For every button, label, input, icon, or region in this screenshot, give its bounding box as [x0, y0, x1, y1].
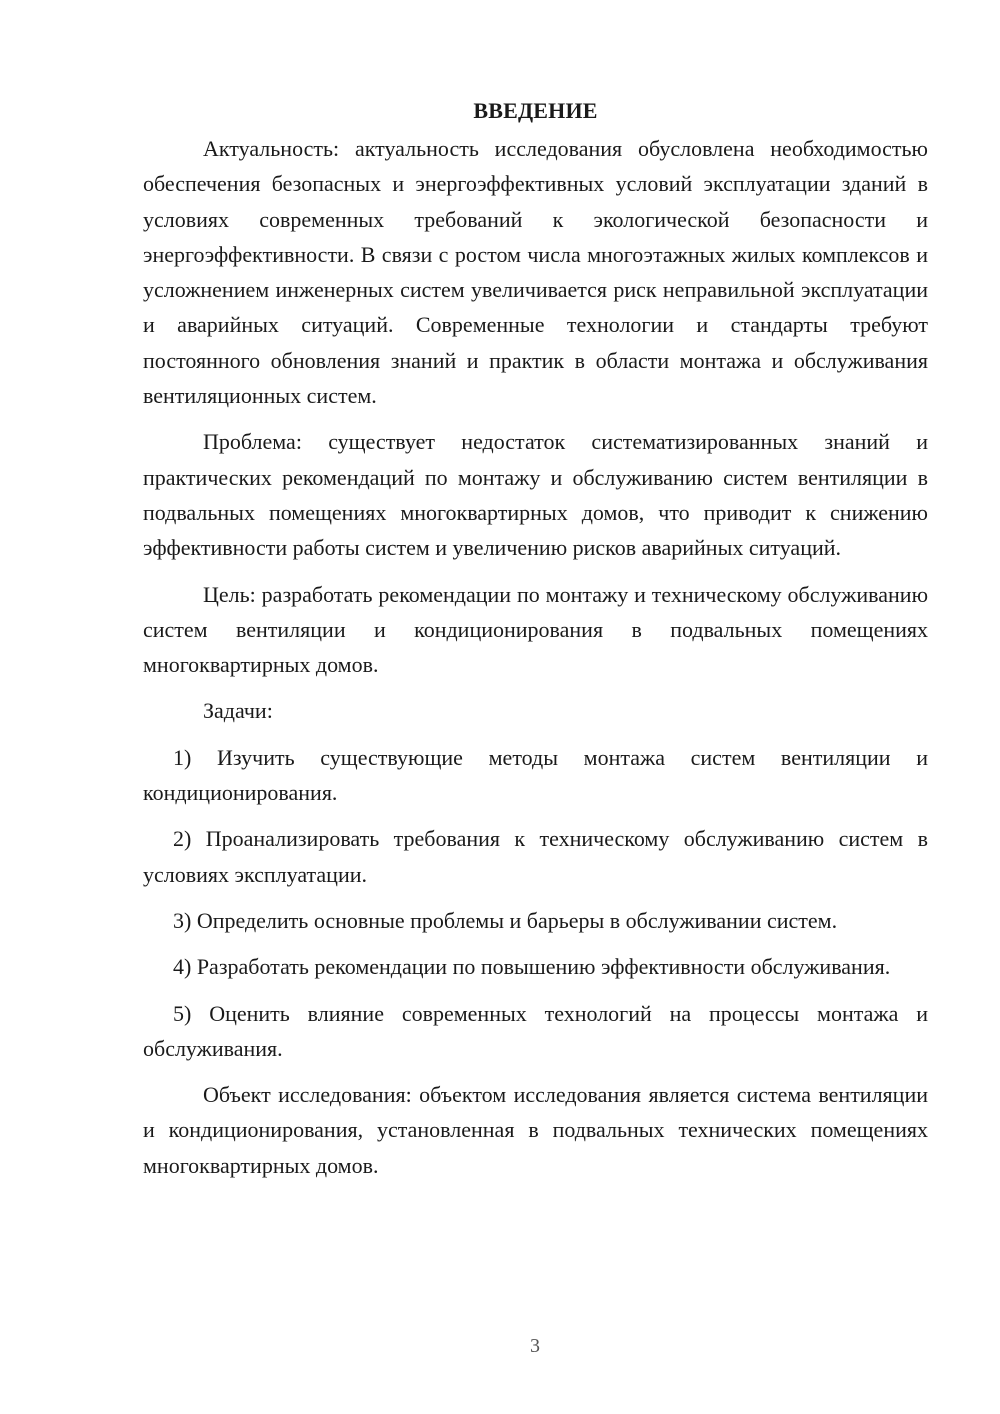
tasks-list	[143, 740, 928, 1066]
tasks-label: Задачи:	[203, 698, 273, 724]
object-paragraph: Объект исследования: объектом исследования является система вентиляции и кондиционирования, установленная в подвальных технических помещениях многоквартирных домов.	[143, 1082, 928, 1178]
goal-paragraph: Цель: разработать рекомендации по монтажу и техническому обслуживанию систем вентиляции и кондиционирования в подвальных помещениях многоквартирных домов.	[143, 581, 928, 678]
task-item: 4) Разработать рекомендации по повышению эффективности обслуживания.	[173, 954, 891, 980]
task-item: 1) Изучить существующие методы монтажа систем вентиляции и кондиционирования.	[143, 744, 928, 806]
relevance-paragraph: Актуальность: актуальность исследования обусловлена необходимостью обеспечения безопасных и энергоэффективных условий эксплуатации зданий в условиях современных требований к экологической безопасности и энергоэффективности. В связи с ростом числа многоэтажных жилых комплексов и усложнением инженерных систем увеличивается риск неправильной эксплуатации и аварийных ситуаций. Современные технологии и стандарты требуют постоянного обновления знаний и практик в области монтажа и обслуживания вентиляционных систем.	[143, 136, 928, 409]
problem-paragraph: Проблема: существует недостаток систематизированных знаний и практических рекомендаций по монтажу и обслуживанию систем вентиляции в подвальных помещениях многоквартирных домов, что приводит к снижению эффективности работы систем и увеличению рисков аварийных ситуаций.	[143, 429, 928, 561]
section-heading: ВВЕДЕНИЕ	[473, 98, 598, 123]
task-item: 2) Проанализировать требования к техническому обслуживанию систем в условиях эксплуатации.	[143, 826, 928, 887]
page-number: 3	[530, 1335, 540, 1357]
task-item: 5) Оценить влияние современных технологий на процессы монтажа и обслуживания.	[143, 1000, 928, 1061]
page-body	[143, 97, 928, 1194]
task-item: 3) Определить основные проблемы и барьеры в обслуживании систем.	[173, 907, 838, 933]
